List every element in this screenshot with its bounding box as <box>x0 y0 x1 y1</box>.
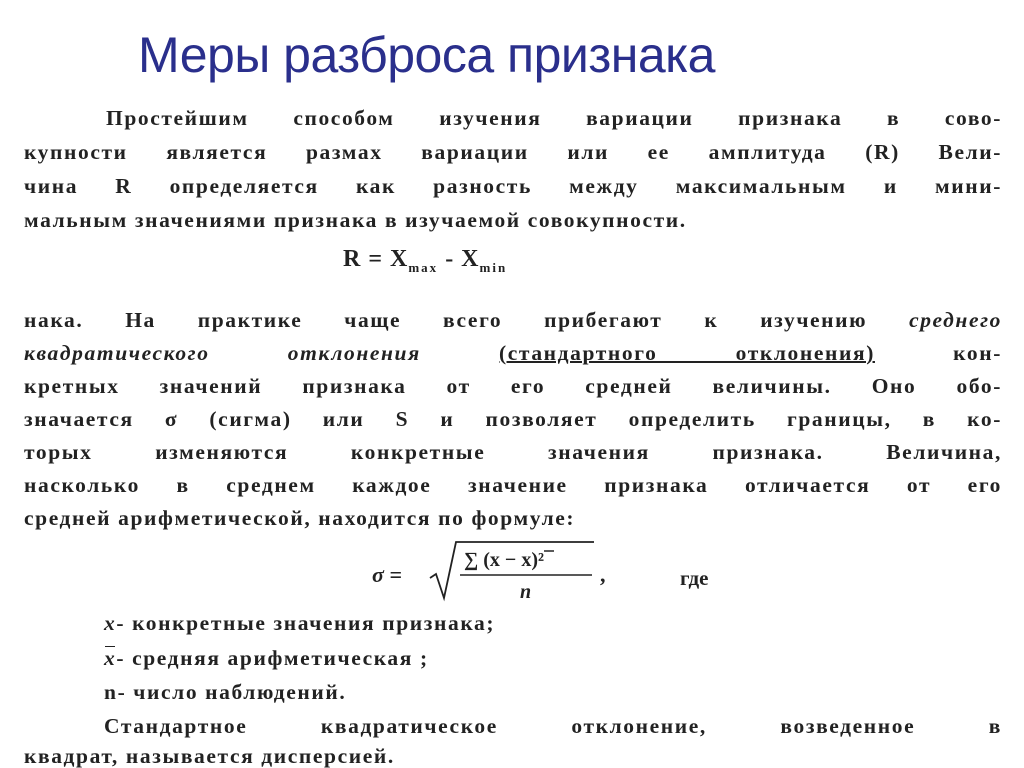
para2-line-4: значается σ (сигма) или S и позволяет определить границы, в ко- <box>24 407 1002 431</box>
range-formula-sub-min: min <box>479 259 508 275</box>
definition-xbar-text: - средняя арифметическая ; <box>116 646 429 670</box>
intro-line-2: купности является размах вариации или ее амплитуда (R) Вели- <box>24 140 1002 164</box>
para2-emphasis-1: среднего <box>909 308 1002 332</box>
range-formula-sub-max: max <box>408 259 439 275</box>
slide-title: Меры разброса признака <box>138 27 715 83</box>
definition-n-symbol: n <box>104 680 118 704</box>
sigma-formula-denominator: n <box>520 581 532 603</box>
definition-xbar <box>104 648 429 670</box>
range-formula-minus: - X <box>438 246 480 272</box>
gde-label: где <box>680 566 709 590</box>
definition-n <box>104 682 346 704</box>
intro-line-1: Простейшим способом изучения вариации признака в сово- <box>106 106 1002 130</box>
last-line-2: квадрат, называется дисперсией. <box>24 744 395 768</box>
definition-x <box>104 613 495 635</box>
last-line-1: Стандартное квадратическое отклонение, возведенное в <box>104 714 1002 738</box>
para2-line-5: торых изменяются конкретные значения признака. Величина, <box>24 440 1002 464</box>
sigma-formula <box>372 538 612 608</box>
para2-line-1 <box>24 310 1002 332</box>
para2-line-2-end: кон- <box>953 341 1002 365</box>
intro-line-3: чина R определяется как разность между максимальным и мини- <box>24 174 1002 198</box>
sigma-formula-lhs: σ = <box>372 562 402 587</box>
range-formula-lhs: R = X <box>343 246 409 272</box>
definition-xbar-symbol: x <box>104 646 117 670</box>
definition-n-text: - число наблюдений. <box>117 680 347 704</box>
para2-line-1-text: нака. На практике чаще всего прибегают к изучению <box>24 308 868 332</box>
para2-line-3: кретных значений признака от его средней величины. Оно обо- <box>24 374 1002 398</box>
para2-line-2 <box>24 343 1002 365</box>
range-formula <box>343 246 507 276</box>
para2-line-7: средней арифметической, находится по формуле: <box>24 506 576 530</box>
intro-line-4: мальным значениями признака в изучаемой совокупности. <box>24 208 687 232</box>
para2-line-6: насколько в среднем каждое значение признака отличается от его <box>24 473 1002 497</box>
para2-emphasis-2: квадратического отклонения <box>24 341 421 365</box>
para2-underlined: (стандартного отклонения) <box>499 341 875 365</box>
definition-x-symbol: x <box>104 611 117 635</box>
sigma-formula-comma: , <box>600 562 606 587</box>
sigma-formula-numerator: ∑ (x − x)² <box>464 549 544 571</box>
definition-x-text: - конкретные значения признака; <box>116 611 496 635</box>
